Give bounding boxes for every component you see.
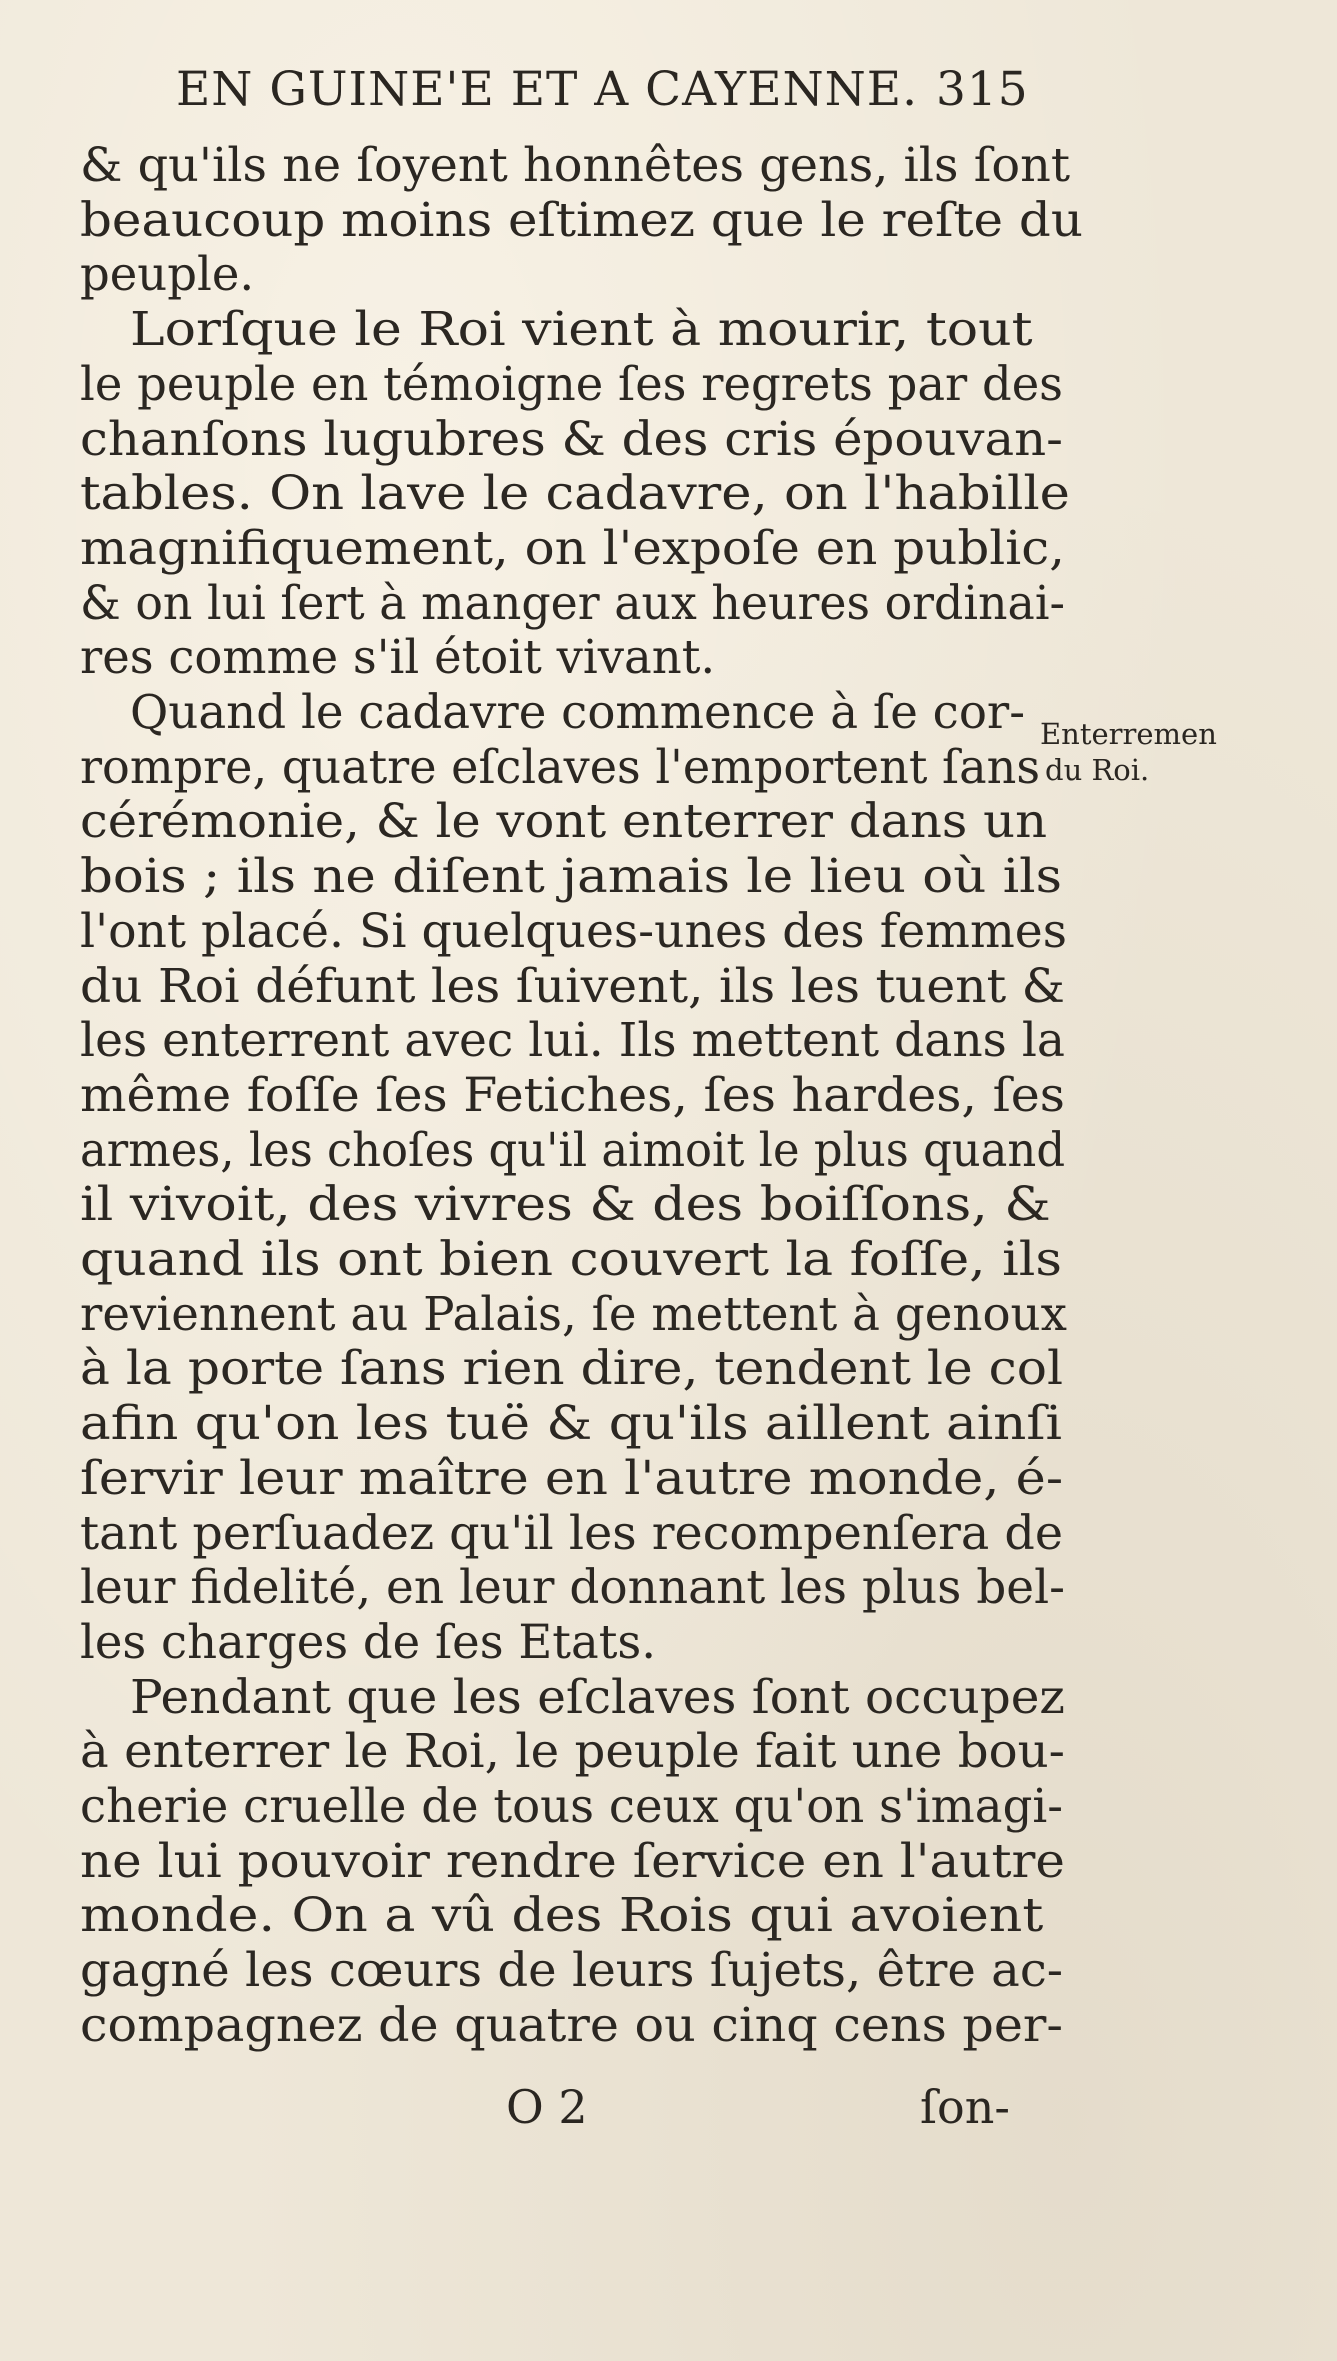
text-line-content: reviennent au Palais, ſe mettent à genoux <box>80 1286 1067 1341</box>
text-line <box>80 630 715 685</box>
text-line <box>80 466 1070 521</box>
page-number: 315 <box>936 62 1029 117</box>
text-line-content: Lorſque le Roi vient à mourir, tout <box>130 302 1033 357</box>
text-line <box>80 740 1047 795</box>
text-line <box>80 903 1067 959</box>
text-line <box>80 1232 1063 1287</box>
text-line-content: bois ; ils ne diſent jamais le lieu où ils <box>80 849 1062 904</box>
text-line <box>80 1177 1051 1232</box>
signature-mark: O 2 <box>506 2080 588 2134</box>
text-line <box>80 1450 1064 1506</box>
text-line <box>80 1779 1064 1834</box>
running-title: EN GUINE'E ET A CAYENNE. <box>176 62 919 117</box>
text-line <box>80 1286 1067 1342</box>
text-line-content: le peuple en témoigne ſes regrets par des <box>80 356 1064 411</box>
text-line <box>80 1396 1062 1451</box>
text-line <box>80 1724 1065 1779</box>
text-line <box>80 1067 1065 1123</box>
text-line <box>80 247 254 302</box>
text-line-content: res comme s'il étoit vivant. <box>80 630 716 685</box>
text-line <box>80 192 1083 248</box>
text-line-content: compagnez de quatre ou cinq cens per- <box>80 1997 1064 2052</box>
text-line <box>80 520 1065 576</box>
text-line-content: Quand le cadavre commence à ſe cor- <box>130 685 1026 739</box>
text-line <box>130 1669 1065 1725</box>
text-line-content: les charges de ſes Etats. <box>80 1614 657 1669</box>
text-line-content: monde. On a vû des Rois qui avoient <box>80 1888 1044 1943</box>
text-line-content: ne lui pouvoir rendre ſervice en l'autre <box>80 1833 1065 1888</box>
text-line <box>80 1943 1064 1998</box>
text-line <box>80 1997 1064 2053</box>
text-line <box>80 1123 1101 1178</box>
text-line-content: & qu'ils ne ſoyent honnêtes gens, ils ſont <box>80 138 1070 192</box>
catchword: ſon- <box>920 2080 1010 2134</box>
text-line <box>130 302 1033 357</box>
text-line <box>80 411 1063 467</box>
text-line-content: ſervir leur maître en l'autre monde, é- <box>80 1450 1064 1505</box>
text-line-content: armes, les choſes qu'il aimoit le plus quand <box>80 1122 1066 1177</box>
text-line <box>80 357 1064 412</box>
text-line <box>80 1833 1065 1889</box>
text-line <box>80 576 1080 631</box>
text-line-content: à la porte ſans rien dire, tendent le col <box>80 1341 1064 1396</box>
text-line-content: à enterrer le Roi, le peuple fait une bou- <box>80 1724 1065 1779</box>
text-line-content: chanſons lugubres & des cris épouvan- <box>80 411 1063 466</box>
text-line <box>80 138 1070 193</box>
text-line-content: l'ont placé. Si quelques-unes des femmes <box>80 903 1067 958</box>
margin-note-line-2: du Roi. <box>1045 753 1150 787</box>
text-line-content: leur fidelité, en leur donnant les plus bel- <box>80 1560 1065 1615</box>
text-line <box>80 1341 1064 1396</box>
text-line <box>80 849 1062 904</box>
text-line-content: cérémonie, & le vont enterrer dans un <box>80 794 1048 849</box>
text-line-content: & on lui ſert à manger aux heures ordinai- <box>80 575 1065 630</box>
text-line <box>80 958 1066 1014</box>
text-line-content: rompre, quatre eſclaves l'emportent ſans <box>80 739 1041 794</box>
text-line-content: gagné les cœurs de leurs ſujets, être ac- <box>80 1943 1064 1998</box>
text-line-content: tables. On lave le cadavre, on l'habille <box>80 466 1070 521</box>
text-line-content: magnifiquement, on l'expoſe en public, <box>80 520 1065 575</box>
text-line <box>80 1888 1044 1943</box>
text-line-content: quand ils ont bien couvert la foſſe, ils <box>80 1232 1063 1286</box>
text-line-content: tant perſuadez qu'il les recompenſera de <box>80 1505 1063 1560</box>
text-line <box>80 1505 1063 1561</box>
text-line-content: il vivoit, des vivres & des boiſſons, & <box>80 1177 1051 1232</box>
text-line <box>80 1560 1065 1615</box>
text-line-content: peuple. <box>80 247 255 302</box>
running-header <box>176 62 1096 142</box>
text-line <box>130 685 1026 740</box>
text-line-content: afin qu'on les tuë & qu'ils aillent ainſi <box>80 1396 1062 1451</box>
margin-note-line-1: Enterremen <box>1040 717 1217 751</box>
text-line-content: Pendant que les eſclaves ſont occupez <box>130 1669 1065 1724</box>
text-line-content: cherie cruelle de tous ceux qu'on s'imagi- <box>80 1779 1064 1833</box>
text-line-content: du Roi défunt les ſuivent, ils les tuent & <box>80 958 1066 1013</box>
text-line-content: les enterrent avec lui. Ils mettent dans la <box>80 1013 1066 1068</box>
text-line <box>80 1615 656 1670</box>
text-line <box>80 1013 1066 1068</box>
text-line <box>80 794 1048 849</box>
text-line-content: beaucoup moins eſtimez que le reſte du <box>80 192 1083 247</box>
text-line-content: même foſſe ſes Fetiches, ſes hardes, ſes <box>80 1067 1065 1122</box>
